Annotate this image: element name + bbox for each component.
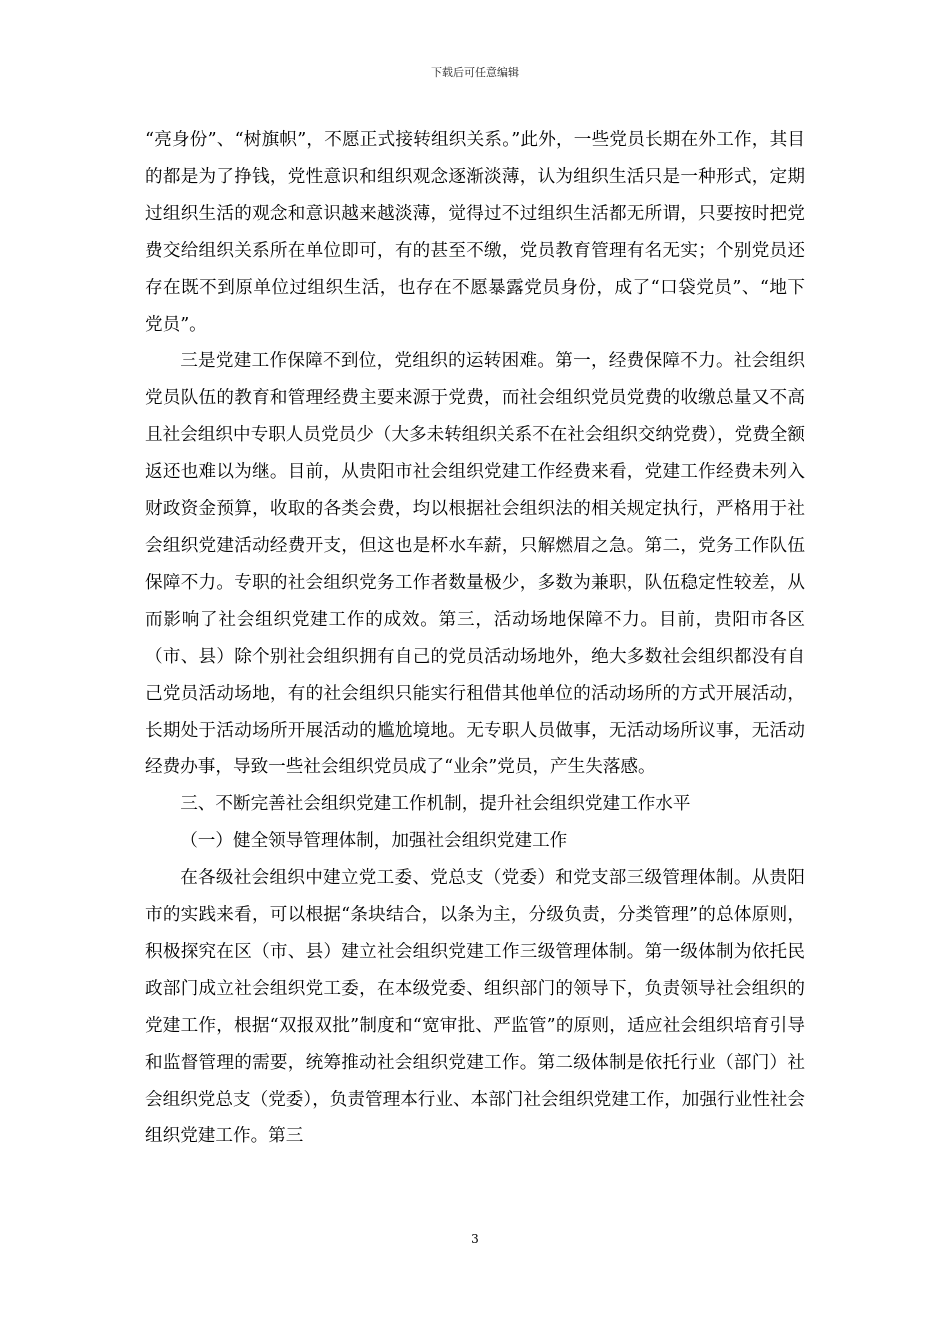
subsection-heading: （一）健全领导管理体制，加强社会组织党建工作	[180, 831, 568, 852]
page-number: 3	[471, 1232, 479, 1246]
paragraph-1: “亮身份”、“树旗帜”，不愿正式接转组织关系。”此外，一些党员长期在外工作，其目的都是为了挣钱，党性意识和组织观念逐渐淡薄，认为组织生活只是一种形式，定期过组织生活的观念和意识越来越淡薄，觉得过不过组织生活都无所谓，只要按时把党费交给组织关系所在单位即可，有的甚至不缴，党员教育管理有名无实；个别党员还存在既不到原单位过组织生活，也存在不愿暴露党员身份，成了“口袋党员”、“地下党员”。	[145, 130, 805, 335]
body-text	[145, 122, 805, 1155]
paragraph-3: 在各级社会组织中建立党工委、党总支（党委）和党支部三级管理体制。从贵阳市的实践来看，可以根据“条块结合，以条为主，分级负责，分类管理”的总体原则，积极探究在区（市、县）建立社会组织党建工作三级管理体制。第一级体制为依托民政部门成立社会组织党工委，在本级党委、组织部门的领导下，负责领导社会组织的党建工作，根据“双报双批”制度和“宽审批、严监管”的原则，适应社会组织培育引导和监督管理的需要，统筹推动社会组织党建工作。第二级体制是依托行业（部门）社会组织党总支（党委），负责管理本行业、本部门社会组织党建工作，加强行业性社会组织党建工作。第三	[145, 868, 805, 1147]
page-header: 下载后可任意编辑	[431, 66, 519, 79]
paragraph-2: 三是党建工作保障不到位，党组织的运转困难。第一，经费保障不力。社会组织党员队伍的教育和管理经费主要来源于党费，而社会组织党员党费的收缴总量又不高且社会组织中专职人员党员少（大多未转组织关系不在社会组织交纳党费），党费全额返还也难以为继。目前，从贵阳市社会组织党建工作经费来看，党建工作经费未列入财政资金预算，收取的各类会费，均以根据社会组织法的相关规定执行，严格用于社会组织党建活动经费开支，但这也是杯水车薪，只解燃眉之急。第二，党务工作队伍保障不力。专职的社会组织党务工作者数量极少，多数为兼职，队伍稳定性较差，从而影响了社会组织党建工作的成效。第三，活动场地保障不力。目前，贵阳市各区（市、县）除个别社会组织拥有自己的党员活动场地外，绝大多数社会组织都没有自己党员活动场地，有的社会组织只能实行租借其他单位的活动场所的方式开展活动，长期处于活动场所开展活动的尴尬境地。无专职人员做事，无活动场所议事，无活动经费办事，导致一些社会组织党员成了“业余”党员，产生失落感。	[145, 351, 805, 778]
section-heading: 三、不断完善社会组织党建工作机制，提升社会组织党建工作水平	[180, 794, 691, 815]
